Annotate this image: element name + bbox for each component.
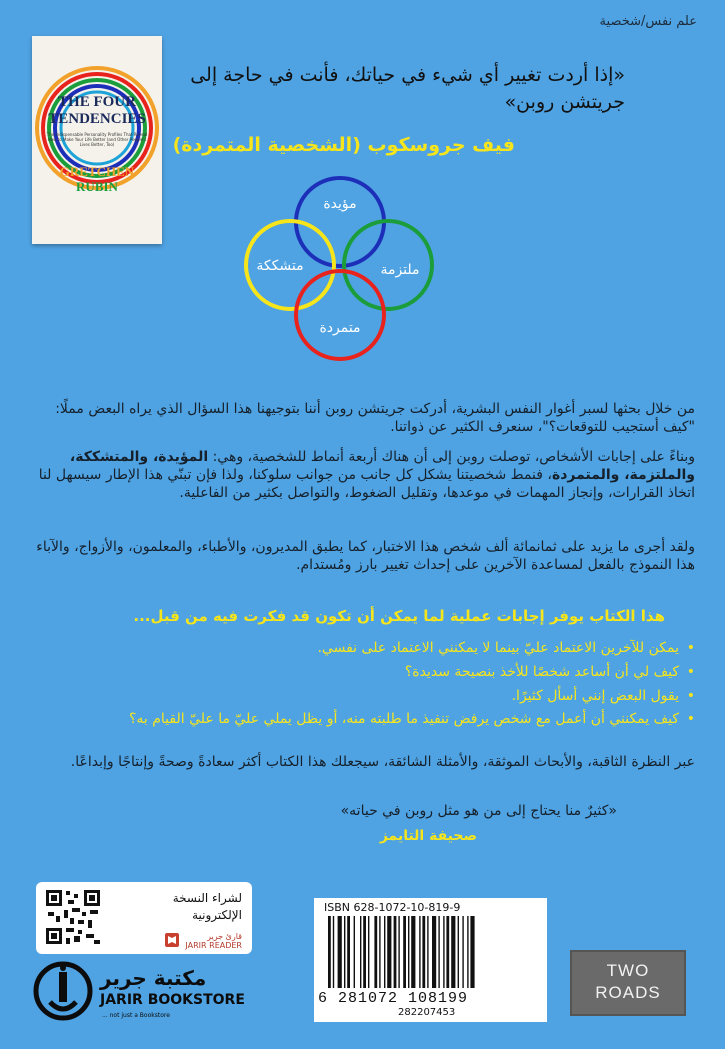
- barcode-bar: [432, 916, 436, 988]
- two-roads-logo: TWO ROADS: [570, 950, 686, 1016]
- barcode-bar: [451, 916, 455, 988]
- barcode-bar: [462, 916, 463, 988]
- review-quote: «كثيرٌ منا يحتاج إلى من هو مثل روبن في حياته»: [340, 803, 617, 819]
- barcode-bar: [363, 916, 366, 988]
- isbn-label: ISBN 628-1072-10-819-9: [324, 901, 461, 914]
- ebook-purchase-box: [36, 882, 252, 954]
- barcode-bar: [354, 916, 355, 988]
- ebook-label: لشراء النسخة الإلكترونية: [172, 891, 242, 922]
- cover-title: THE FOUR TENDENCIES: [48, 94, 146, 127]
- cover-subtitle: The Indispensable Personality Profiles That Reveal How to Make Your Life Better (and Other People's Lives Better, Too): [46, 132, 148, 147]
- cover-author: GRETCHEN RUBIN: [59, 164, 135, 194]
- rebel-ring: [296, 271, 384, 359]
- ean-number: 6 281072 108199: [318, 990, 469, 1007]
- secondary-code: 282207453: [398, 1007, 456, 1018]
- barcode-bar: [422, 916, 425, 988]
- barcode-bar: [458, 916, 459, 988]
- bullet-item: •يقول البعض إنني أسأل كثيرًا.: [511, 688, 695, 704]
- barcode-bars: [324, 916, 537, 990]
- barcode-bar: [419, 916, 420, 988]
- paragraph-reach: ولقد أجرى ما يزيد على ثمانمائة ألف شخص هذا الاختبار، كما يطبق المديرون، والأطباء، والمعلمون، والأزواج، والآباء هذا النموذج بالفعل لمساعدة الآخرين على إحداث تغيير بارز ومُستدام.: [36, 539, 695, 573]
- barcode-bar: [387, 916, 391, 988]
- barcode-bar: [338, 916, 342, 988]
- barcode-bar: [438, 916, 439, 988]
- review-source: صحيفة التايمز: [379, 828, 477, 844]
- paragraph-types: وبناءً على إجابات الأشخاص، توصلت روبن إلى أن هناك أربعة أنماط للشخصية، وهي: المؤيدة، والمتشككة، والملتزمة، والمتمردة، فنمط شخصيتنا يشكل كل جانب من جوانب سلوكنا، ولذا فإن تبنّي هذا الإطار سيسهل لنا اتخاذ القرارات، وإنجاز المهمات في موعدها، وتقليل الضغوط، والتواصل بكثير من الفاعلية.: [38, 449, 695, 501]
- barcode-bar: [470, 916, 474, 988]
- qr-code-icon[interactable]: [44, 888, 102, 946]
- barcode-bar: [360, 916, 361, 988]
- paragraph-intro: من خلال بحثها لسبر أغوار النفس البشرية، أدركت جريتشن روبن أننا بتوجيهنا هذا السؤال الذي يراه البعض مملًا: "كيف أستجيب للتوقعات؟"، سنعرف الكثير عن ذواتنا.: [55, 401, 695, 435]
- bullet-item: •يمكن للآخرين الاعتماد عليّ بينما لا يمكنني الاعتماد على نفسي.: [317, 640, 695, 656]
- barcode-bar: [394, 916, 397, 988]
- four-tendencies-diagram: [228, 170, 458, 365]
- barcode-bar: [333, 916, 334, 988]
- barcode-bar: [379, 916, 380, 988]
- questioner-label: متشككة: [256, 258, 304, 274]
- bullet-item: •كيف لي أن أساعد شخصًا للأخذ بنصيحة سديدة؟: [404, 664, 695, 680]
- barcode-bar: [411, 916, 415, 988]
- barcode-bar: [398, 916, 399, 988]
- upholder-ring: [296, 178, 384, 266]
- jarir-logo-icon: [30, 958, 96, 1024]
- barcode-bar: [328, 916, 331, 988]
- barcode-bar: [368, 916, 369, 988]
- types-list: المؤيدة، والمتشككة، والملتزمة، والمتمردة: [69, 449, 695, 483]
- barcode-bar: [427, 916, 428, 988]
- barcode-box: [314, 898, 547, 1022]
- jarir-bookstore-logo: [30, 958, 245, 1028]
- barcode-bar: [347, 916, 350, 988]
- barcode-bar: [446, 916, 449, 988]
- barcode-bar: [443, 916, 444, 988]
- category-label: علم نفس/شخصية: [599, 14, 697, 29]
- quote-attribution: فيف جروسكوب (الشخصية المتمردة): [172, 134, 515, 156]
- closing-paragraph: عبر النظرة الثاقبة، والأبحاث الموثقة، والأمثلة الشائقة، سيجعلك هذا الكتاب أكثر سعادةً وصحةً وإنتاجًا وإبداعًا.: [70, 754, 695, 770]
- barcode-bar: [344, 916, 345, 988]
- answers-heading: هذا الكتاب يوفر إجابات عملية لما يمكن أن تكون قد فكرت فيه من قبل...: [133, 607, 665, 625]
- barcode-bar: [467, 916, 468, 988]
- jarir-reader-label: قارئ جرير JARIR READER: [185, 932, 242, 950]
- barcode-bar: [384, 916, 385, 988]
- jarir-reader-icon: [164, 932, 180, 948]
- jarir-name-arabic: مكتبة جرير: [100, 966, 207, 990]
- book-cover-thumbnail: [32, 36, 162, 244]
- barcode-bar: [374, 916, 377, 988]
- top-quote: «إذا أردت تغيير أي شيء في حياتك، فأنت في حاجة إلى جريتشن روبن»: [190, 64, 625, 113]
- bullet-item: •كيف يمكنني أن أعمل مع شخص يرفض تنفيذ ما طلبته منه، أو يظل يملي عليّ ما عليّ القيام به؟: [128, 711, 695, 727]
- upholder-label: مؤيدة: [323, 196, 357, 212]
- rebel-label: متمردة: [319, 320, 361, 336]
- barcode-bar: [403, 916, 406, 988]
- obliger-label: ملتزمة: [380, 262, 420, 278]
- jarir-tagline: ... not just a Bookstore: [102, 1012, 170, 1019]
- jarir-name-english: JARIR BOOKSTORE: [100, 992, 245, 1008]
- barcode-bar: [408, 916, 409, 988]
